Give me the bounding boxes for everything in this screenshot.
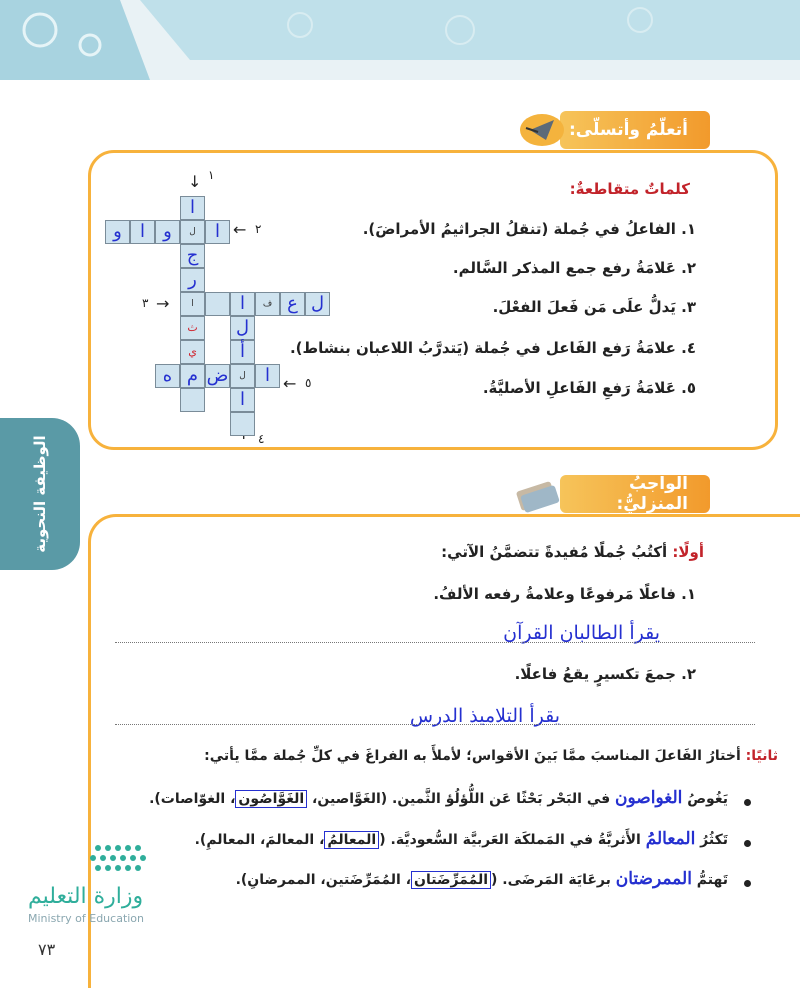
clue-4: ٤. علامَةُ رَفع الفَاعل في جُملة (يَتدرَّبُ اللاعبان بنشاط).	[289, 339, 696, 357]
clue-2: ٢. عَلامَةُ رفع جمع المذكر السَّالم.	[452, 259, 696, 277]
sentence-1-end: ، الغوّاصات).	[149, 791, 236, 807]
chat-bubble-icon	[516, 110, 568, 150]
cw-letter: و	[113, 221, 122, 242]
cw-letter: و	[163, 221, 172, 242]
bullet	[744, 799, 751, 806]
sentence-2-pre: تَكثُرُ	[700, 832, 728, 848]
side-tab-label: الوظيفة النحوية	[31, 435, 49, 553]
answer-line-2	[115, 724, 755, 725]
cw-cell[interactable]	[180, 388, 205, 412]
cw-letter: ر	[188, 269, 197, 290]
section2-heading-text: الواجبُ المنزليُّ:	[616, 474, 688, 514]
section1-heading-text: أتعلّمُ وأتسلّى:	[568, 120, 688, 140]
sentence-2-answer[interactable]: المعالمُ	[645, 829, 696, 849]
homework-item-2: ٢. جمعَ تكسيرٍ يقعُ فاعلًا.	[514, 665, 696, 683]
cw-letter: ث	[187, 321, 198, 334]
first-label: أولًا:	[672, 543, 704, 561]
clue-3: ٣. يَدلُّ علَى مَن فَعلَ الفعْلَ.	[492, 298, 696, 316]
sentence-3-answer[interactable]: الممرضتان	[615, 869, 692, 889]
answer-1[interactable]: يقرأ الطالبان القرآن	[503, 622, 660, 644]
arrow-down-icon: ↓	[188, 172, 202, 191]
ministry-english: Ministry of Education	[28, 912, 145, 925]
answer-2[interactable]: يقرأ التلاميذ الدرس	[409, 705, 560, 727]
sentence-3-end: ، المُمَرِّضَتين، الممرضانِ).	[235, 872, 412, 888]
answer-line-1	[115, 642, 755, 643]
cw-number-3: ٣	[142, 296, 149, 310]
second-label: ثانيًا:	[745, 748, 778, 764]
cw-letter: ي	[188, 345, 197, 358]
arrow-left-icon: ←	[233, 220, 247, 239]
sentence-1-boxed: الغَوَّاصُون	[235, 790, 307, 808]
ministry-arabic: وزارة التعليم	[28, 884, 144, 909]
cw-number-5: ٥	[305, 376, 312, 390]
first-instruction	[441, 543, 704, 561]
cw-number-2: ٢	[255, 222, 262, 236]
cw-letter: ض	[206, 365, 229, 386]
cw-letter: ل	[239, 371, 246, 381]
cw-letter: ل	[235, 317, 250, 338]
ministry-logo	[28, 840, 158, 930]
sentence-1-answer[interactable]: الغواصون	[615, 788, 683, 808]
homework-books-icon	[512, 474, 564, 514]
cw-letter: ا	[214, 221, 220, 242]
cw-cell[interactable]	[205, 292, 230, 316]
sentence-1	[149, 788, 728, 808]
sentence-2-boxed: المعالمُ	[324, 831, 379, 849]
crossword-grid	[100, 160, 360, 460]
sentence-1-pre: يَغُوصُ	[687, 791, 728, 807]
side-tab	[0, 418, 80, 570]
sentence-2-end: ، المعالمَ، المعالمِ).	[194, 832, 325, 848]
first-text: أكتُبُ جُملًا مُفيدةً تتضمَّنُ الآتي:	[441, 543, 668, 561]
arrow-right-icon: →	[156, 294, 170, 313]
cw-letter: ع	[287, 293, 298, 314]
second-instruction	[204, 748, 778, 764]
cw-letter: ا	[264, 365, 270, 386]
section2-heading	[560, 475, 710, 513]
clue-1: ١. الفاعلُ في جُملة (تنقلُ الجراثيمُ الأمراضَ).	[362, 220, 696, 238]
sentence-3-pre: تَهتمُّ	[696, 872, 728, 888]
cw-letter: ا	[239, 293, 245, 314]
crossword-title: كلماتٌ متقاطعةٌ:	[569, 180, 690, 198]
cw-letter: ه	[162, 365, 173, 386]
cw-cell[interactable]	[230, 412, 255, 436]
cw-number-1: ١	[208, 168, 215, 182]
sentence-3-boxed: المُمَرِّضَتان	[411, 871, 491, 889]
bullet	[744, 840, 751, 847]
cw-letter: أ	[239, 341, 245, 362]
cw-number-4: ٤	[258, 432, 265, 446]
cw-letter: ا	[189, 197, 195, 218]
cw-letter: ف	[262, 299, 273, 309]
page-number: ٧٣	[38, 940, 56, 959]
ministry-logo-icon	[28, 840, 158, 884]
sentence-3-post: برعَايَة المَرضَى. (	[491, 872, 611, 888]
section1-heading	[560, 111, 710, 149]
bullet	[744, 880, 751, 887]
sentence-2	[195, 829, 728, 849]
cw-letter: ا	[239, 389, 245, 410]
cw-letter: م	[186, 365, 199, 386]
sentence-3	[236, 869, 728, 889]
clue-5: ٥. عَلامَةُ رَفعِ الفَاعلِ الأصليَّةُ.	[482, 379, 696, 397]
sentence-2-post: الأَثريَّةُ في المَملكَة العَربيَّة السُّعوديَّة. (	[379, 832, 641, 848]
cw-letter: ا	[139, 221, 145, 242]
cw-letter: ل	[189, 227, 196, 237]
second-text: أختارُ الفَاعلَ المناسبَ ممَّا بَينَ الأقواس؛ لأملأَ به الفراغَ في كلِّ جُملة ممَّا يأتي:	[204, 748, 741, 764]
sentence-1-post: في البَحْر بَحْثًا عَن اللُّؤلُؤ الثَّمين. (الغَوَّاصين،	[307, 791, 611, 807]
arrow-left-icon: ←	[283, 374, 297, 393]
cw-letter: ا	[191, 299, 194, 309]
top-banner	[0, 0, 800, 80]
cw-letter: ج	[186, 245, 199, 266]
homework-item-1: ١. فاعلًا مَرفوعًا وعلامةُ رفعه الألفُ.	[433, 585, 696, 603]
cw-letter: ل	[310, 293, 325, 314]
